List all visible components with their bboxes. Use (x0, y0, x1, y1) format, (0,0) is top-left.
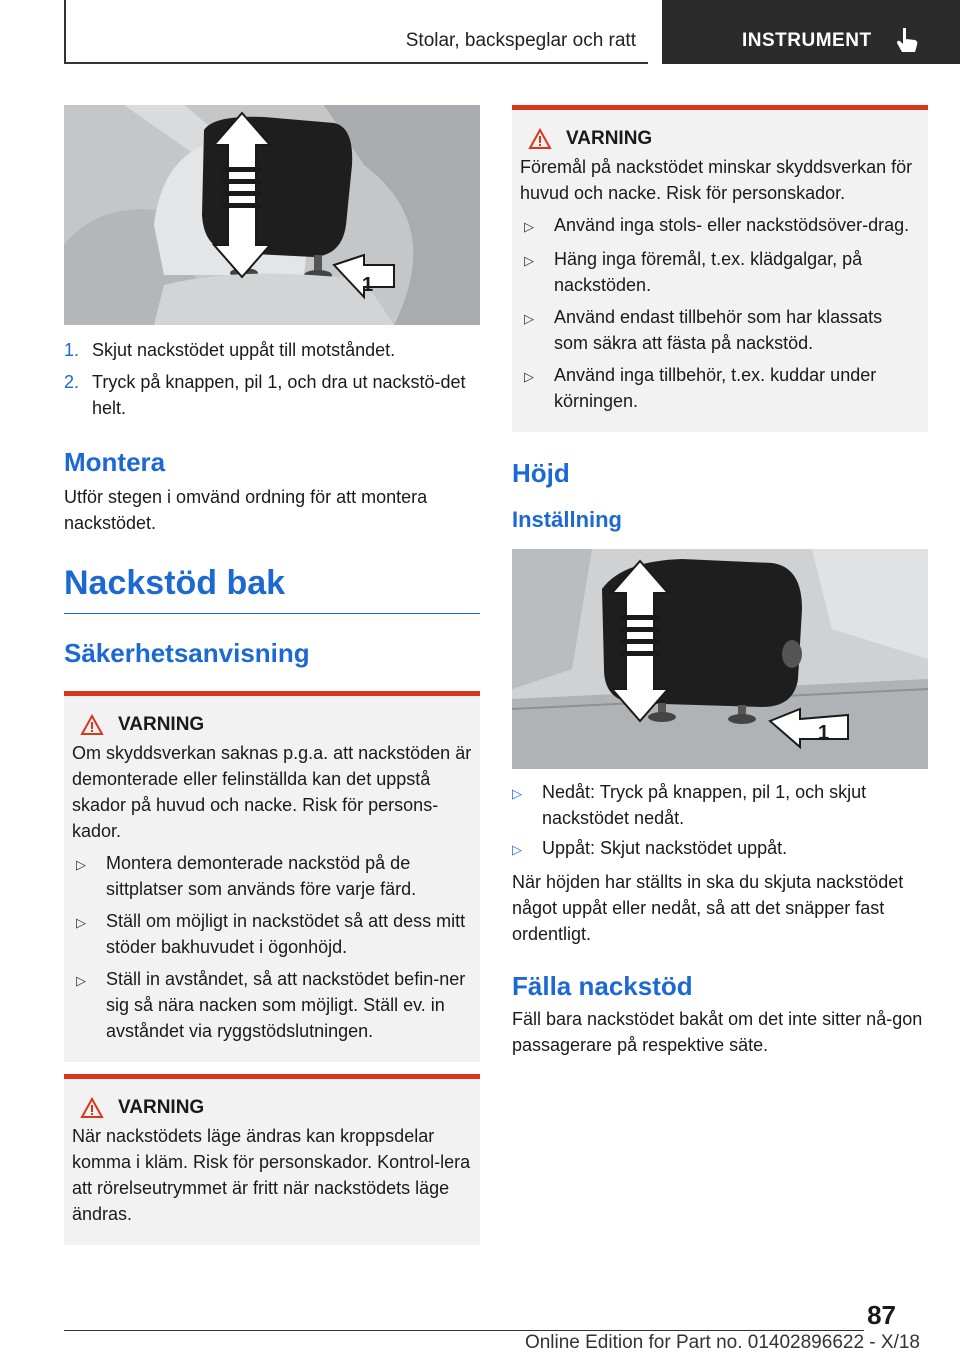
triangle-bullet-icon: ▷ (524, 219, 534, 234)
list-item: 1. Skjut nackstödet uppåt till motståndet. (64, 340, 396, 360)
header-section-title: Stolar, backspeglar och ratt (405, 30, 636, 51)
header-chapter-title: INSTRUMENT (742, 30, 872, 51)
warning-body: Om skyddsverkan saknas p.g.a. att nackstöden är demonterade eller felinställda kan det uppstå skador på huvud och nacke. Risk för persons-kador. (72, 743, 472, 841)
section-title: Nackstöd bak (64, 564, 480, 614)
warning-body: Föremål på nackstödet minskar skyddsverkan för huvud och nacke. Risk för personskador. (520, 157, 913, 203)
warning-body: När nackstödets läge ändras kan kroppsdelar komma i kläm. Risk för personskador. Kontrol-lera att rörelseutrymmet är fritt när nackstödets läge ändras. (72, 1126, 471, 1224)
figure1-callout: 1 (362, 274, 374, 296)
warning-label: VARNING (566, 128, 653, 149)
header-chapter-tab (662, 0, 960, 64)
footer-divider (64, 1330, 864, 1331)
headrest-removal-illustration (64, 105, 480, 325)
list-item: ▷ Ställ in avståndet, så att nackstödet befin-ner sig så nära nacken som möjligt. Ställ ev. in avståndet via ryggstödslutningen. (72, 966, 472, 1044)
warning-box (64, 1074, 480, 1245)
page-number: 87 (867, 1300, 896, 1330)
triangle-bullet-icon: ▷ (524, 253, 534, 268)
triangle-bullet-icon: ▷ (524, 369, 534, 384)
hojd-heading: Höjd (512, 458, 570, 488)
header-section-tab (64, 0, 648, 64)
list-item: ▷ Använd inga tillbehör, t.ex. kuddar under körningen. (520, 362, 920, 414)
list-item: ▷ Använd endast tillbehör som har klassats som säkra att fästa på nackstöd. (520, 304, 920, 356)
installning-heading: Inställning (512, 507, 622, 532)
figure2-callout: 1 (818, 722, 830, 744)
safety-heading: Säkerhetsanvisning (64, 638, 310, 668)
triangle-bullet-icon: ▷ (76, 915, 86, 930)
rear-headrest-height-illustration (512, 549, 928, 769)
pointing-hand-icon (894, 26, 920, 54)
list-item: 2. Tryck på knappen, pil 1, och dra ut nackstö-det helt. (64, 372, 466, 418)
warning-triangle-icon (80, 714, 104, 736)
list-item: ▷ Nedåt: Tryck på knappen, pil 1, och skjut nackstödet nedåt. (512, 779, 928, 831)
warning-triangle-icon (80, 1097, 104, 1119)
list-item: ▷ Uppåt: Skjut nackstödet uppåt. (512, 835, 928, 863)
warning-box (512, 105, 928, 432)
list-item: ▷ Använd inga stols- eller nackstödsöver-drag. (520, 212, 920, 240)
falla-heading: Fälla nackstöd (512, 971, 693, 1001)
triangle-bullet-icon: ▷ (512, 842, 522, 857)
warning-triangle-icon (528, 128, 552, 150)
warning-label: VARNING (118, 714, 205, 735)
removal-steps (64, 337, 480, 421)
height-bullets (512, 779, 928, 863)
left-column (64, 105, 480, 1245)
montera-text: Utför stegen i omvänd ordning för att montera nackstödet. (64, 487, 428, 533)
triangle-bullet-icon: ▷ (512, 786, 522, 801)
list-item: ▷ Häng inga föremål, t.ex. klädgalgar, på nackstöden. (520, 246, 920, 298)
montera-heading: Montera (64, 447, 166, 477)
footer-edition: Online Edition for Part no. 01402896622 - X/18 (524, 1332, 920, 1353)
hojd-text: När höjden har ställts in ska du skjuta nackstödet något uppåt eller nedåt, så att det snäpper fast ordentligt. (512, 872, 904, 944)
triangle-bullet-icon: ▷ (76, 973, 86, 988)
list-item: ▷ Montera demonterade nackstöd på de sittplatser som används före varje färd. (72, 850, 472, 902)
list-item: ▷ Ställ om möjligt in nackstödet så att dess mitt stöder bakhuvudet i ögonhöjd. (72, 908, 472, 960)
triangle-bullet-icon: ▷ (524, 311, 534, 326)
right-column (512, 105, 928, 1058)
triangle-bullet-icon: ▷ (76, 857, 86, 872)
falla-text: Fäll bara nackstödet bakåt om det inte sitter nå-gon passagerare på respektive säte. (512, 1009, 923, 1055)
warning-box (64, 691, 480, 1062)
warning-label: VARNING (118, 1097, 205, 1118)
